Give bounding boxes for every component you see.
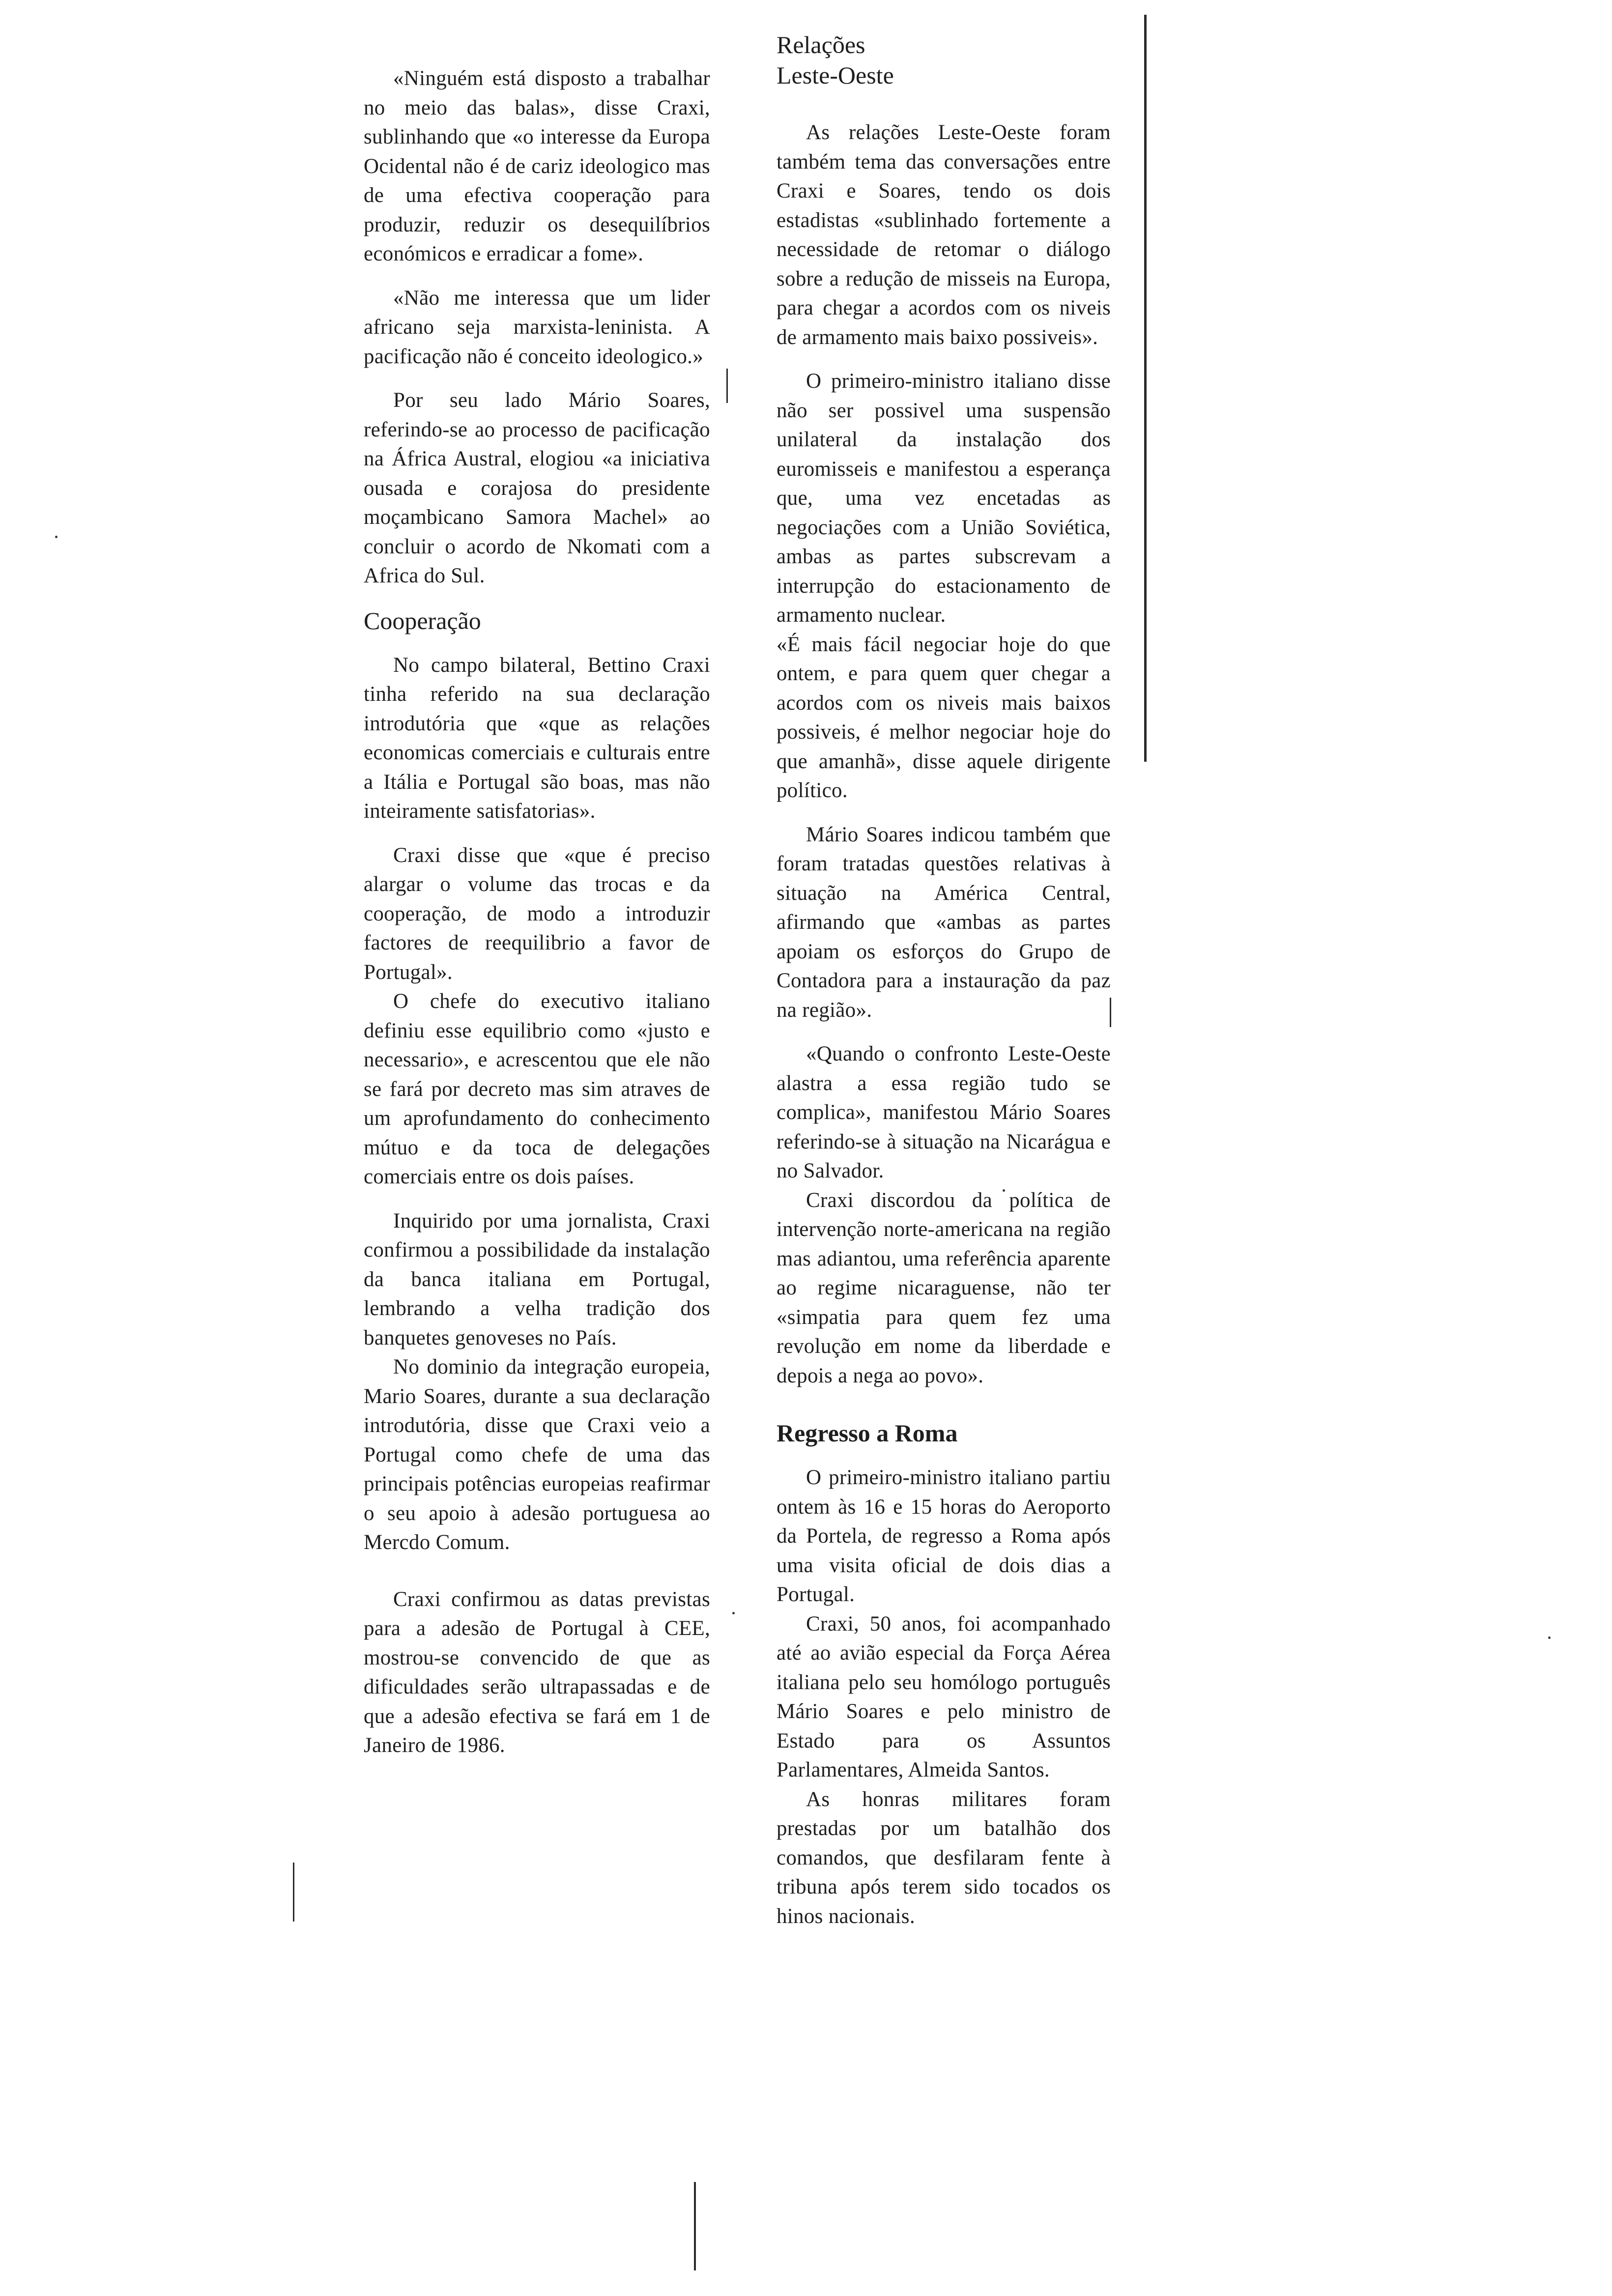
left-column	[364, 64, 710, 1760]
section-heading-cooperacao: Cooperação	[364, 606, 481, 634]
paragraph: As relações Leste-Oeste foram também tema das conversações entre Craxi e Soares, tendo os dois estadistas «sublinhado fortemente a necessidade de retomar o diálogo sobre a redução de misseis na Europa, para chegar a acordos com os niveis de armamento mais baixo possiveis».	[777, 121, 1111, 349]
paragraph: No campo bilateral, Bettino Craxi tinha referido na sua declaração introdutória que «que as relações economicas comerciais e culturais entre a Itália e Portugal são boas, mas não inteiramente satisfatorias».	[364, 653, 710, 823]
section-heading-relacoes-line1: Relações	[777, 31, 865, 58]
paragraph: Por seu lado Mário Soares, referindo-se ao processo de pacificação na África Austral, elogiou «a iniciativa ousada e corajosa do presidente moçambicano Samora Machel» ao concluir o acordo de Nkomati com a Africa do Sul.	[364, 389, 710, 587]
section-heading-relacoes-line2: Leste-Oeste	[777, 61, 894, 89]
paragraph: «É mais fácil negociar hoje do que ontem, e para quem quer chegar a acordos com os niveis mais baixos possiveis, é melhor negociar hoje do que amanhã», disse aquele dirigente político.	[777, 632, 1111, 802]
paragraph: No dominio da integração europeia, Mario Soares, durante a sua declaração introdutória, disse que Craxi veio a Portugal como chefe de uma das principais potências europeias reafirmar o seu apoio à adesão portuguesa ao Mercdo Comum.	[364, 1355, 710, 1554]
paragraph: Craxi discordou da política de intervenção norte-americana na região mas adiantou, uma referência aparente ao regime nicaraguense, não ter «simpatia para quem fez uma revolução em nome da liberdade e depois a nega ao povo».	[777, 1188, 1111, 1387]
scan-speck	[55, 536, 58, 538]
right-column	[777, 29, 1111, 1931]
column-rule-left-margin	[293, 1863, 294, 1922]
paragraph: O chefe do executivo italiano definiu esse equilibrio como «justo e necessario», e acrescentou que ele não se fará por decreto mas sim atraves de um aprofundamento do conhecimento mútuo e da toca de delegações comerciais entre os dois países.	[364, 990, 710, 1188]
paragraph: «Quando o confronto Leste-Oeste alastra a essa região tudo se complica», manifestou Mário Soares referindo-se à situação na Nicarágua e no Salvador.	[777, 1042, 1111, 1182]
paragraph: Mário Soares indicou também que foram tratadas questões relativas à situação na América Central, afirmando que «ambas as partes apoiam os esforços do Grupo de Contadora para a instauração da paz na região».	[777, 823, 1111, 1022]
paragraph: Craxi, 50 anos, foi acompanhado até ao avião especial da Força Aérea italiana pelo seu homólogo português Mário Soares e pelo ministro de Estado para os Assuntos Parlamentares, Almeida Santos.	[777, 1612, 1111, 1781]
paragraph: «Não me interessa que um lider africano seja marxista-leninista. A pacificação não é conceito ideologico.»	[364, 286, 710, 368]
paragraph: Craxi disse que «que é preciso alargar o volume das trocas e da cooperação, de modo a introduzir factores de reequilibrio a favor de Portugal».	[364, 843, 710, 984]
scan-speck	[1548, 1636, 1551, 1639]
paragraph: Inquirido por uma jornalista, Craxi confirmou a possibilidade da instalação da banca italiana em Portugal, lembrando a velha tradição dos banquetes genoveses no País.	[364, 1209, 710, 1349]
column-rule-right	[1144, 15, 1147, 762]
column-rule-center	[726, 369, 728, 403]
paragraph: Craxi confirmou as datas previstas para a adesão de Portugal à CEE, mostrou-se convencido de que as dificuldades serão ultrapassadas e de que a adesão efectiva se fará em 1 de Janeiro de 1986.	[364, 1587, 710, 1757]
section-heading-regresso: Regresso a Roma	[777, 1419, 958, 1447]
paragraph: As honras militares foram prestadas por um batalhão dos comandos, que desfilaram fente à tribuna após terem sido tocados os hinos nacionais.	[777, 1787, 1111, 1928]
paragraph: O primeiro-ministro italiano disse não ser possivel uma suspensão unilateral da instalação dos euromisseis e manifestou a esperança que, uma vez encetadas as negociações com a União Soviética, ambas as partes subscrevam a interrupção do estacionamento de armamento nuclear.	[777, 370, 1111, 627]
paragraph: «Ninguém está disposto a trabalhar no meio das balas», disse Craxi, sublinhando que «o interesse da Europa Ocidental não é de cariz ideologico mas de uma efectiva cooperação para produzir, reduzir os desequilíbrios económicos e erradicar a fome».	[364, 67, 710, 265]
column-rule-center-lower	[694, 2182, 696, 2270]
scan-speck	[732, 1612, 735, 1614]
paragraph: O primeiro-ministro italiano partiu ontem às 16 e 15 horas do Aeroporto da Portela, de regresso a Roma após uma visita oficial de dois dias a Portugal.	[777, 1466, 1111, 1606]
